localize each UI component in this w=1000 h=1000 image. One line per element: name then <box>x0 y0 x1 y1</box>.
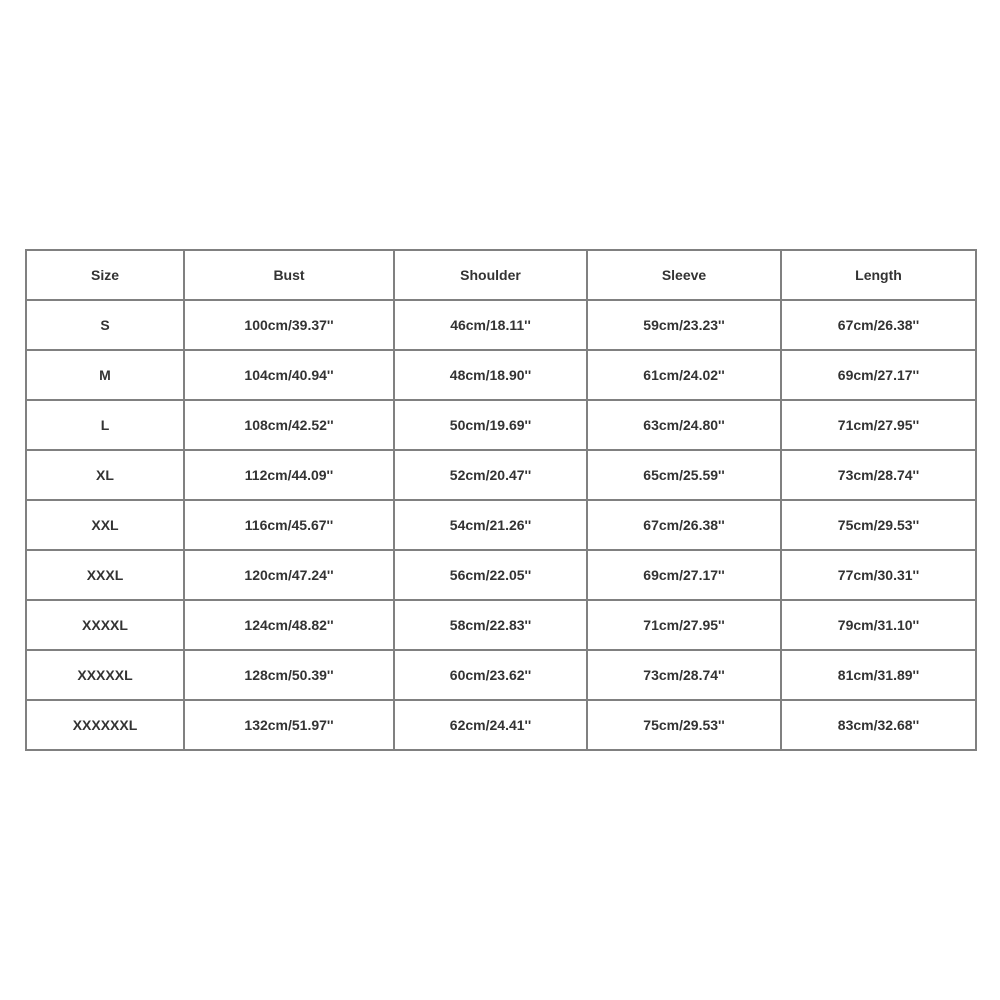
cell-bust: 128cm/50.39'' <box>184 650 394 700</box>
cell-size: L <box>26 400 184 450</box>
cell-bust: 116cm/45.67'' <box>184 500 394 550</box>
header-sleeve: Sleeve <box>587 250 781 300</box>
cell-length: 67cm/26.38'' <box>781 300 976 350</box>
cell-shoulder: 52cm/20.47'' <box>394 450 587 500</box>
cell-shoulder: 56cm/22.05'' <box>394 550 587 600</box>
size-chart-table <box>25 249 977 751</box>
cell-shoulder: 54cm/21.26'' <box>394 500 587 550</box>
table-row <box>26 400 976 450</box>
cell-bust: 104cm/40.94'' <box>184 350 394 400</box>
cell-shoulder: 62cm/24.41'' <box>394 700 587 750</box>
cell-bust: 100cm/39.37'' <box>184 300 394 350</box>
cell-bust: 108cm/42.52'' <box>184 400 394 450</box>
table-row <box>26 600 976 650</box>
table-row <box>26 500 976 550</box>
cell-size: S <box>26 300 184 350</box>
header-bust: Bust <box>184 250 394 300</box>
header-shoulder: Shoulder <box>394 250 587 300</box>
cell-sleeve: 61cm/24.02'' <box>587 350 781 400</box>
table-row <box>26 700 976 750</box>
table-row <box>26 450 976 500</box>
cell-length: 71cm/27.95'' <box>781 400 976 450</box>
cell-length: 75cm/29.53'' <box>781 500 976 550</box>
cell-size: XXXL <box>26 550 184 600</box>
cell-length: 77cm/30.31'' <box>781 550 976 600</box>
table-row <box>26 650 976 700</box>
header-length: Length <box>781 250 976 300</box>
cell-length: 79cm/31.10'' <box>781 600 976 650</box>
cell-bust: 120cm/47.24'' <box>184 550 394 600</box>
cell-size: XXXXXL <box>26 650 184 700</box>
table-row <box>26 300 976 350</box>
cell-size: XXL <box>26 500 184 550</box>
cell-sleeve: 65cm/25.59'' <box>587 450 781 500</box>
cell-bust: 124cm/48.82'' <box>184 600 394 650</box>
table-header-row <box>26 250 976 300</box>
cell-length: 83cm/32.68'' <box>781 700 976 750</box>
cell-shoulder: 60cm/23.62'' <box>394 650 587 700</box>
cell-size: XXXXXXL <box>26 700 184 750</box>
cell-bust: 132cm/51.97'' <box>184 700 394 750</box>
cell-length: 73cm/28.74'' <box>781 450 976 500</box>
cell-sleeve: 67cm/26.38'' <box>587 500 781 550</box>
cell-shoulder: 48cm/18.90'' <box>394 350 587 400</box>
cell-sleeve: 63cm/24.80'' <box>587 400 781 450</box>
cell-shoulder: 46cm/18.11'' <box>394 300 587 350</box>
cell-sleeve: 75cm/29.53'' <box>587 700 781 750</box>
cell-size: M <box>26 350 184 400</box>
header-size: Size <box>26 250 184 300</box>
cell-size: XXXXL <box>26 600 184 650</box>
table-row <box>26 550 976 600</box>
cell-size: XL <box>26 450 184 500</box>
cell-bust: 112cm/44.09'' <box>184 450 394 500</box>
cell-shoulder: 58cm/22.83'' <box>394 600 587 650</box>
cell-sleeve: 59cm/23.23'' <box>587 300 781 350</box>
cell-sleeve: 69cm/27.17'' <box>587 550 781 600</box>
cell-length: 69cm/27.17'' <box>781 350 976 400</box>
cell-sleeve: 73cm/28.74'' <box>587 650 781 700</box>
cell-shoulder: 50cm/19.69'' <box>394 400 587 450</box>
cell-sleeve: 71cm/27.95'' <box>587 600 781 650</box>
cell-length: 81cm/31.89'' <box>781 650 976 700</box>
table-row <box>26 350 976 400</box>
